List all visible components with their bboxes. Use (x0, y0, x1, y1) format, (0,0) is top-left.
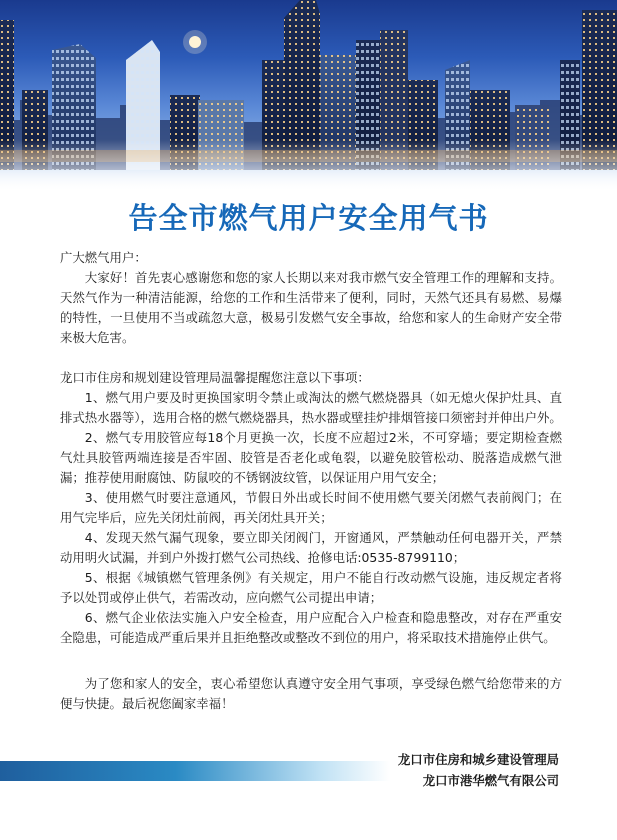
safety-items-list (60, 388, 562, 648)
salutation: 广大燃气用户： (60, 250, 147, 265)
list-item: 1、燃气用户要及时更换国家明令禁止或淘汰的燃气燃烧器具（如无熄火保护灶具、直排式热水器等），选用合格的燃气燃烧器具，热水器或壁挂炉排烟管接口须密封并伸出户外。 (60, 390, 562, 425)
intro-paragraph: 大家好！首先衷心感谢您和您的家人长期以来对我市燃气安全管理工作的理解和支持。天然气作为一种清洁能源，给您的工作和生活带来了便利，同时，天然气还具有易燃、易爆的特性，一旦使用不当或疏忽大意，极易引发燃气安全事故，给您和家人的生命财产安全带来极大危害。 (60, 270, 562, 345)
closing-paragraph: 为了您和家人的安全，衷心希望您认真遵守安全用气事项，享受绿色燃气给您带来的方便与快捷。最后祝您阖家幸福！ (60, 676, 562, 711)
city-skyline-banner (0, 0, 617, 192)
signature-block (398, 749, 559, 791)
signature-line: 龙口市住房和城乡建设管理局 (397, 752, 559, 767)
list-item: 3、使用燃气时要注意通风，节假日外出或长时间不使用燃气要关闭燃气表前阀门；在用气完毕后，应先关闭灶前阀，再关闭灶具开关； (60, 490, 562, 525)
notice-body (60, 248, 562, 714)
list-item: 6、燃气企业依法实施入户安全检查，用户应配合入户检查和隐患整改，对存在严重安全隐患，可能造成严重后果并且拒绝整改或整改不到位的用户，将采取技术措施停止供气。 (60, 610, 562, 645)
skyline-illustration (0, 0, 617, 192)
footer-decor-bar (0, 761, 390, 781)
list-item: 5、根据《城镇燃气管理条例》有关规定，用户不能自行改动燃气设施，违反规定者将予以处罚或停止供气，若需改动，应向燃气公司提出申请； (60, 570, 562, 605)
page-title: 告全市燃气用户安全用气书 (128, 201, 489, 235)
list-item: 4、发现天然气漏气现象，要立即关闭阀门，开窗通风，严禁触动任何电器开关，严禁动用明火试漏，并到户外拨打燃气公司热线、抢修电话:0535-8799110； (60, 530, 562, 565)
signature-line: 龙口市港华燃气有限公司 (422, 773, 559, 788)
reminder-lead: 龙口市住房和规划建设管理局温馨提醒您注意以下事项： (60, 370, 370, 385)
list-item: 2、燃气专用胶管应每18个月更换一次，长度不应超过2米，不可穿墙；要定期检查燃气灶具胶管两端连接是否牢固、胶管是否老化或龟裂，以避免胶管松动、脱落造成燃气泄漏；推荐使用耐腐蚀、防鼠咬的不锈钢波纹管，以保证用户用气安全； (60, 430, 562, 485)
